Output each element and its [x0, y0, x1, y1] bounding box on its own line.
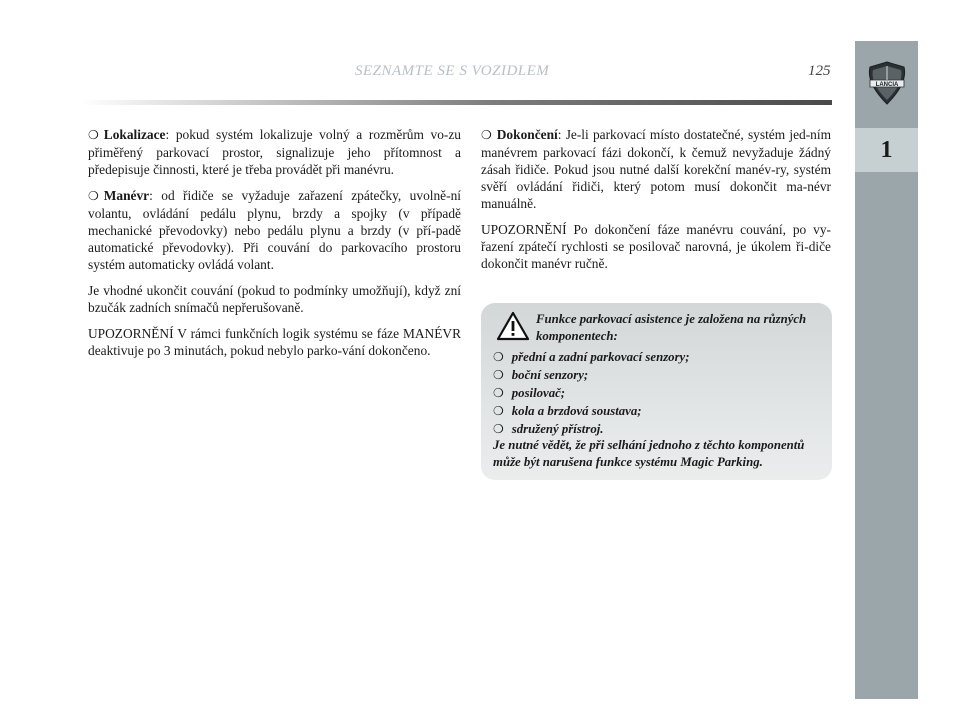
- term-label: Manévr: [103, 188, 150, 203]
- list-item-manevr: [88, 187, 461, 273]
- running-header-title: SEZNAMTE SE S VOZIDLEM: [355, 63, 550, 79]
- list-item-text: sdružený přístroj.: [511, 422, 604, 436]
- list-item-dokonceni: [481, 126, 831, 212]
- bullet-icon: ❍: [88, 189, 99, 203]
- bullet-icon: ❍: [493, 422, 504, 436]
- warning-triangle-icon: [496, 311, 530, 341]
- warning-paragraph: UPOZORNĚNÍ V rámci funkčních logik systému se fáze MANÉVR deaktivuje po 3 minutách, pokud nebylo parko-vání dokončeno.: [88, 326, 461, 358]
- lancia-logo-icon: [864, 60, 910, 106]
- list-item-text: přední a zadní parkovací senzory;: [511, 350, 690, 364]
- bullet-icon: ❍: [493, 404, 504, 418]
- logo-text: LANCIA: [875, 82, 898, 88]
- note-list: [493, 349, 823, 439]
- page-number: 125: [808, 63, 831, 79]
- bullet-icon: ❍: [493, 386, 504, 400]
- paragraph: Je vhodné ukončit couvání (pokud to podmínky umožňují), když zní bzučák zadních snímačů nepřerušovaně.: [88, 283, 461, 315]
- note-intro: Funkce parkovací asistence je založena na různých komponentech:: [536, 312, 807, 343]
- right-column: [481, 126, 831, 281]
- list-item-text: boční senzory;: [511, 368, 589, 382]
- caution-note-box: [481, 303, 832, 480]
- term-label: Lokalizace: [103, 127, 166, 142]
- left-column: [88, 126, 461, 368]
- note-footer: Je nutné vědět, že při selhání jednoho z těchto komponentů může být narušena funkce systému Magic Parking.: [493, 438, 805, 469]
- bullet-icon: ❍: [493, 368, 504, 382]
- chapter-number-tab[interactable]: 1: [855, 128, 918, 172]
- list-item: [493, 421, 823, 438]
- list-item-lokalizace: [88, 126, 461, 178]
- item-text: : pokud systém lokalizuje volný a rozměrům vo-zu přiměřený parkovací prostor, signalizuje jeho přítomnost a předepisuje činnosti, které je třeba provádět při manévru.: [88, 127, 461, 177]
- brand-logo-area: [855, 41, 918, 125]
- item-text: : Je-li parkovací místo dostatečné, systém jed-ním manévrem parkovací fázi dokončí, k čemuž nevyžaduje žádný zásah řidiče. Pokud jsou nutné další korekční manév-ry, systém svěří ovládání řidiči, který potom musí dokončit ma-névr manuálně.: [481, 127, 831, 211]
- list-item: [493, 385, 823, 402]
- list-item: [493, 403, 823, 420]
- list-item-text: posilovač;: [511, 386, 566, 400]
- header-rule: [80, 100, 832, 105]
- list-item: [493, 367, 823, 384]
- list-item-text: kola a brzdová soustava;: [511, 404, 642, 418]
- warning-paragraph: UPOZORNĚNÍ Po dokončení fáze manévru couvání, po vy-řazení zpátečí rychlosti se posilovač narovná, je úkolem ři-diče dokončit manévr ručně.: [481, 222, 831, 271]
- item-text: : od řidiče se vyžaduje zařazení zpátečky, uvolně-ní volantu, ovládání pedálu plynu, brzdy a spojky (v případě mechanické převodovky) nebo pedálu plynu a brzdy (v pří-padě automatické převodovky). Při couvání do parkovacího prostoru systém automaticky ovládá volant.: [88, 188, 461, 272]
- bullet-icon: ❍: [481, 128, 492, 142]
- bullet-icon: ❍: [88, 128, 99, 142]
- bullet-icon: ❍: [493, 350, 504, 364]
- term-label: Dokončení: [496, 127, 558, 142]
- list-item: [493, 349, 823, 366]
